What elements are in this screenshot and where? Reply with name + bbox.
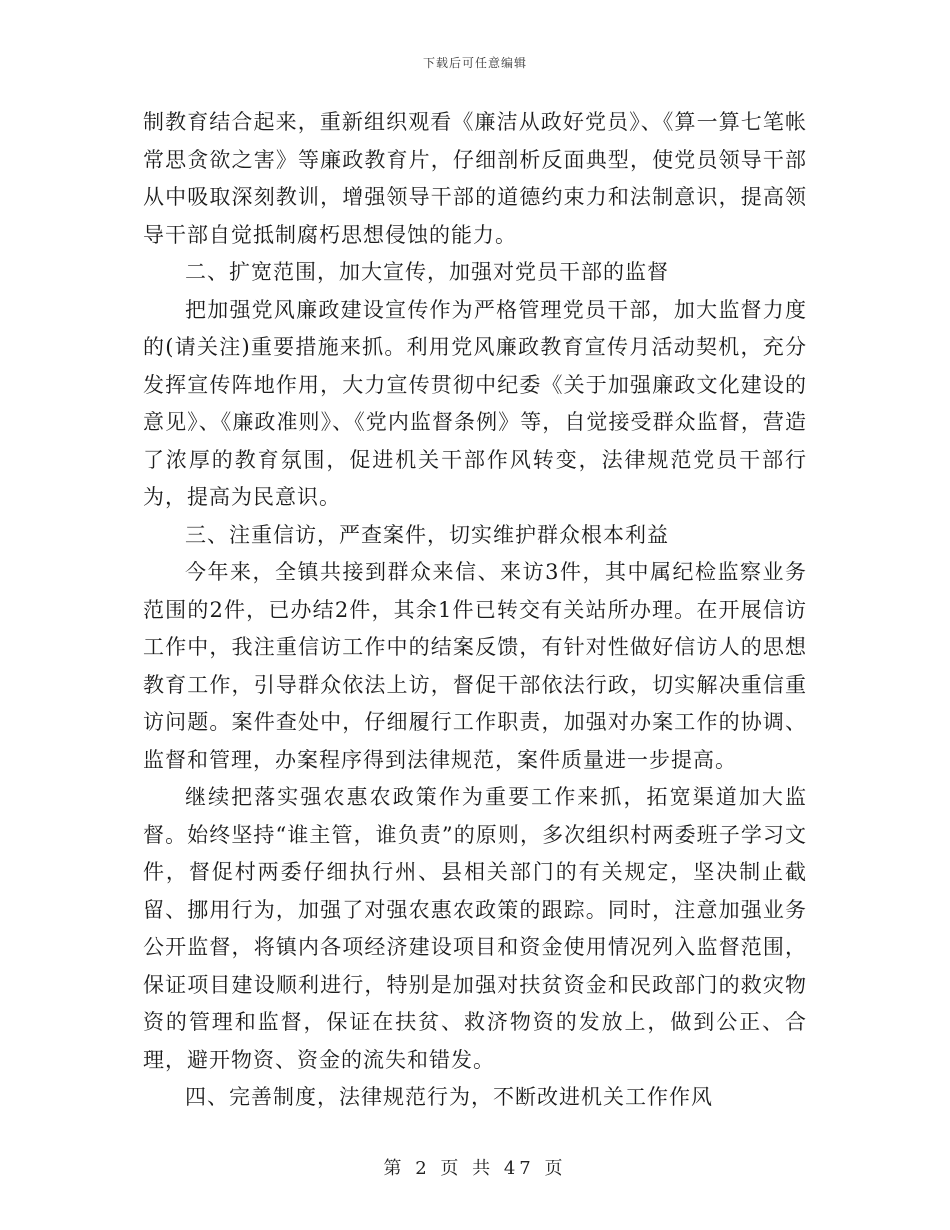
paragraph: 继续把落实强农惠农政策作为重要工作来抓，拓宽渠道加大监督。始终坚持“谁主管，谁负责”的原则，多次组织村两委班子学习文件，督促村两委仔细执行州、县相关部门的有关规定，坚决制止截留、挪用行为，加强了对强农惠农政策的跟踪。同时，注意加强业务公开监督，将镇内各项经济建设项目和资金使用情况列入监督范围，保证项目建设顺利进行，特别是加强对扶贫资金和民政部门的救灾物资的管理和监督，保证在扶贫、救济物资的发放上，做到公正、合理，避开物资、资金的流失和错发。 <box>143 785 807 1072</box>
paragraph: 把加强党风廉政建设宣传作为严格管理党员干部，加大监督力度的(请关注)重要措施来抓。利用党风廉政教育宣传月活动契机，充分发挥宣传阵地作用，大力宣传贯彻中纪委《关于加强廉政文化建设的意见》、《廉政准则》、《党内监督条例》等，自觉接受群众监督，营造了浓厚的教育氛围，促进机关干部作风转变，法律规范党员干部行为，提高为民意识。 <box>143 297 807 509</box>
page-number: 第 2 页 共 47 页 <box>383 1158 567 1179</box>
header-note: 下载后可任意编辑 <box>422 56 527 70</box>
section-heading: 四、完善制度，法律规范行为，不断改进机关工作作风 <box>185 1085 713 1109</box>
paragraph: 制教育结合起来，重新组织观看《廉洁从政好党员》、《算一算七笔帐 常思贪欲之害》等廉政教育片，仔细剖析反面典型，使党员领导干部从中吸取深刻教训，增强领导干部的道德约束力和法制意识，提高领导干部自觉抵制腐朽思想侵蚀的能力。 <box>143 110 807 247</box>
section-heading: 三、注重信访，严查案件，切实维护群众根本利益 <box>185 522 669 547</box>
section-heading: 二、扩宽范围，加大宣传，加强对党员干部的监督 <box>185 260 669 284</box>
document-body <box>143 104 807 1117</box>
paragraph: 今年来，全镇共接到群众来信、来访3件，其中属纪检监察业务范围的2件，已办结2件，其余1件已转交有关站所办理。在开展信访工作中，我注重信访工作中的结案反馈，有针对性做好信访人的思想教育工作，引导群众依法上访，督促干部依法行政，切实解决重信重访问题。案件查处中，仔细履行工作职责，加强对办案工作的协调、监督和管理，办案程序得到法律规范，案件质量进一步提高。 <box>143 560 807 772</box>
